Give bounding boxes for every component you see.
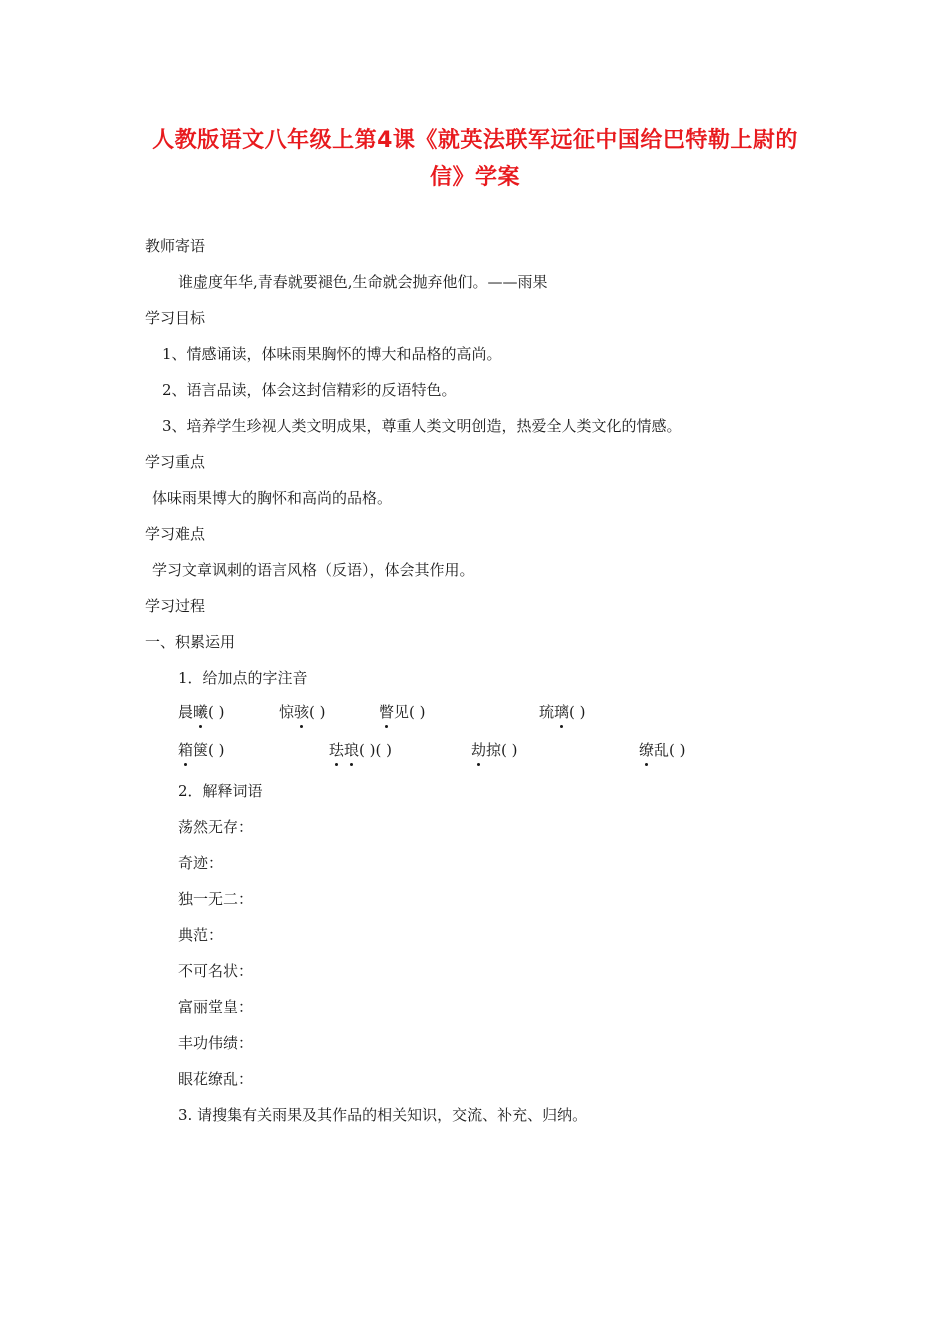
process-heading: 学习过程: [145, 597, 206, 615]
dotted-char: 骇: [294, 703, 310, 721]
goal-item-1: 1、情感诵读，体味雨果胸怀的博大和品格的高尚。: [162, 345, 502, 363]
question-research: 3. 请搜集有关雨果及其作品的相关知识，交流、补充、归纳。: [178, 1106, 588, 1124]
difficulties-text: 学习文章讽刺的语言风格（反语），体会其作用。: [152, 561, 475, 579]
pinyin-item: 箱箧( ): [178, 741, 225, 759]
dotted-char: 珐: [329, 741, 345, 759]
question-pinyin: 1．给加点的字注音: [178, 669, 308, 687]
pinyin-item: 劫掠( ): [471, 741, 518, 759]
term-item: 富丽堂皇：: [178, 998, 254, 1016]
pinyin-item: 晨曦( ): [178, 703, 225, 721]
dotted-char: 劫: [471, 741, 487, 759]
pinyin-item: 缭乱( ): [639, 741, 686, 759]
goal-item-2: 2、语言品读，体会这封信精彩的反语特色。: [162, 381, 457, 399]
dotted-char: 箱: [178, 741, 194, 759]
dotted-char: 曦: [193, 703, 209, 721]
term-item: 奇迹：: [178, 854, 224, 872]
term-item: 典范：: [178, 926, 224, 944]
pinyin-item: 珐琅( )( ): [329, 741, 392, 759]
term-item: 独一无二：: [178, 890, 254, 908]
section-accumulate: 一、积累运用: [145, 633, 236, 651]
pinyin-item: 瞥见( ): [379, 703, 426, 721]
goals-heading: 学习目标: [145, 309, 206, 327]
dotted-char: 瞥: [379, 703, 395, 721]
term-item: 不可名状：: [178, 962, 254, 980]
term-item: 丰功伟绩：: [178, 1034, 254, 1052]
term-item: 荡然无存：: [178, 818, 254, 836]
question-explain: 2．解释词语: [178, 782, 263, 800]
pinyin-item: 琉璃( ): [539, 703, 586, 721]
key-points-text: 体味雨果博大的胸怀和高尚的品格。: [152, 489, 393, 507]
teacher-words-quote: 谁虚度年华,青春就要褪色,生命就会抛弃他们。——雨果: [178, 273, 548, 291]
term-item: 眼花缭乱：: [178, 1070, 254, 1088]
document-title-line2: 信》学案: [429, 165, 520, 190]
teacher-words-heading: 教师寄语: [145, 237, 206, 255]
pinyin-item: 惊骇( ): [279, 703, 326, 721]
goal-item-3: 3、培养学生珍视人类文明成果，尊重人类文明创造，热爱全人类文化的情感。: [162, 417, 682, 435]
document-title-line1: 人教版语文八年级上第4课《就英法联军远征中国给巴特勒上尉的: [152, 128, 798, 153]
difficulties-heading: 学习难点: [145, 525, 206, 543]
key-points-heading: 学习重点: [145, 453, 206, 471]
dotted-char: 缭: [639, 741, 655, 759]
dotted-char: 璃: [554, 703, 570, 721]
dotted-char: 琅: [344, 741, 360, 759]
